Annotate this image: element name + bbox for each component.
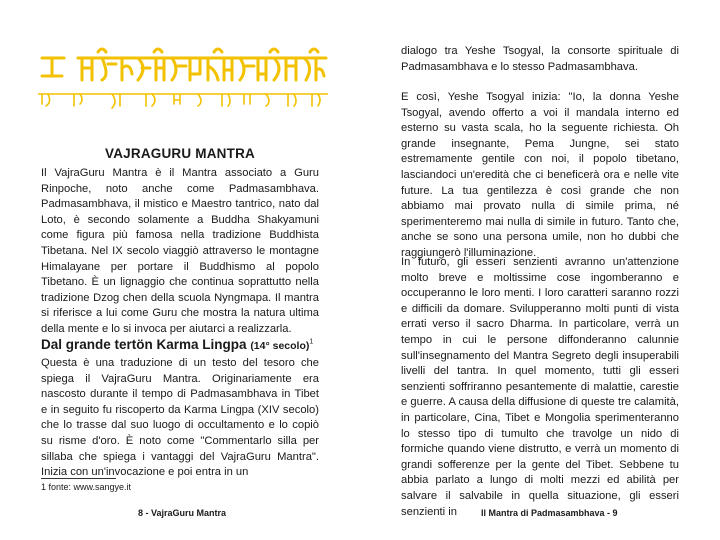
right-para-3-block	[401, 255, 679, 520]
footnote-mark: 1	[309, 338, 314, 346]
tibetan-mantra-calligraphy	[38, 44, 328, 114]
footnote: 1 fonte: www.sangye.it	[41, 482, 132, 492]
right-paragraph-2: E così, Yeshe Tsogyal inizia: "Io, la donna Yeshe Tsogyal, avendo offerto a voi il mandala interno ed esterno su vasta scala, ho la seguente richiesta. Oh grande insegnante, Pema Jungne, sei stato estremamente gentile con noi, il popolo tibetano, lasciandoci un'eredità che ci beneficerà ora e nelle vite future. La tua gentilezza è così grande che non abbiamo mai provato nulla di simile prima, né sperimenteremo mai nulla di simile in futuro. Tanto che, anche se sono una persona umile, non ho dubbi che raggiungerò l'illuminazione.	[401, 91, 679, 259]
right-paragraph-3: In futuro, gli esseri senzienti avranno un'attenzione molto breve e moltissime cose ingomberanno e occuperanno le loro menti. I loro caratteri saranno rozzi e difficili da domare. Svilupperanno molti punti di vista errati verso il sacro Dharma. In particolare, verrà un tempo in cui le persone diffonderanno calunnie sull'insegnamento del Mantra Segreto degli insuperabili livelli del tantra. In quel momento, tutti gli esseri senzienti soffriranno pesantemente di malattie, carestie e guerre. A causa della diffusione di queste tre calamità, in particolare, Cina, Tibet e Mongolia sperimenteranno lo stesso tipo di tumulto che travolge un nido di formiche quando viene distrutto, e verrà un momento di grandi sofferenze per la gente del Tibet. Sebbene tu abbia parlato a lungo di molti mezzi ed abilità per salvare il salvabile in quella situazione, gli esseri senzienti in	[401, 256, 679, 518]
folio-right: Il Mantra di Padmasambhava - 9	[481, 508, 618, 518]
tibetan-script-illustration	[38, 44, 328, 114]
subheading-main: Dal grande tertön Karma Lingpa	[41, 337, 247, 352]
subheading-century: (14° secolo)	[250, 340, 310, 352]
right-para-2-block	[401, 90, 679, 262]
intro-paragraph: Il VajraGuru Mantra è il Mantra associato a Guru Rinpoche, noto anche come Padmasambhava. Padmasambhava, il mistico e Maestro tantrico, nato dal Loto, è secondo solamente a Buddha Shakyamuni come figura più famosa nella tradizione Buddhista Tibetana. Nel IX secolo viaggiò attraverso le montagne Himalayane per portare il Buddhismo al popolo Tibetano. È un lignaggio che continua soprattutto nella tradizione Dzog chen della scuola Nyngmapa. Il mantra si riferisce a lui come Guru che mostra la natura ultima della mente e lo si invoca per aiutarci a realizzarla.	[41, 167, 319, 335]
footnote-divider	[41, 478, 116, 479]
intro-column	[41, 166, 319, 338]
right-para-1-block	[401, 44, 679, 75]
subheading	[41, 337, 331, 352]
folio-left: 8 - VajraGuru Mantra	[138, 508, 227, 518]
section-title: VAJRAGURU MANTRA	[105, 146, 255, 161]
terton-paragraph: Questa è una traduzione di un testo del tesoro che spiega il VajraGuru Mantra. Originariamente era nascosto durante il tempo di Padmasambhava in Tibet e in seguito fu riscoperto da Karma Lingpa (XIV secolo) che lo trasse dal suo luogo di occultamento e lo copiò su risme d'oro. È noto come "Commentarlo silla per sillaba che spiega i vantaggi del VajraGuru Mantra". Inizia con un'invocazione e poi entra in un	[41, 357, 319, 479]
right-paragraph-1: dialogo tra Yeshe Tsogyal, la consorte spirituale di Padmasambhava e lo stesso Padmasambhava.	[401, 45, 679, 73]
terton-column	[41, 356, 319, 481]
